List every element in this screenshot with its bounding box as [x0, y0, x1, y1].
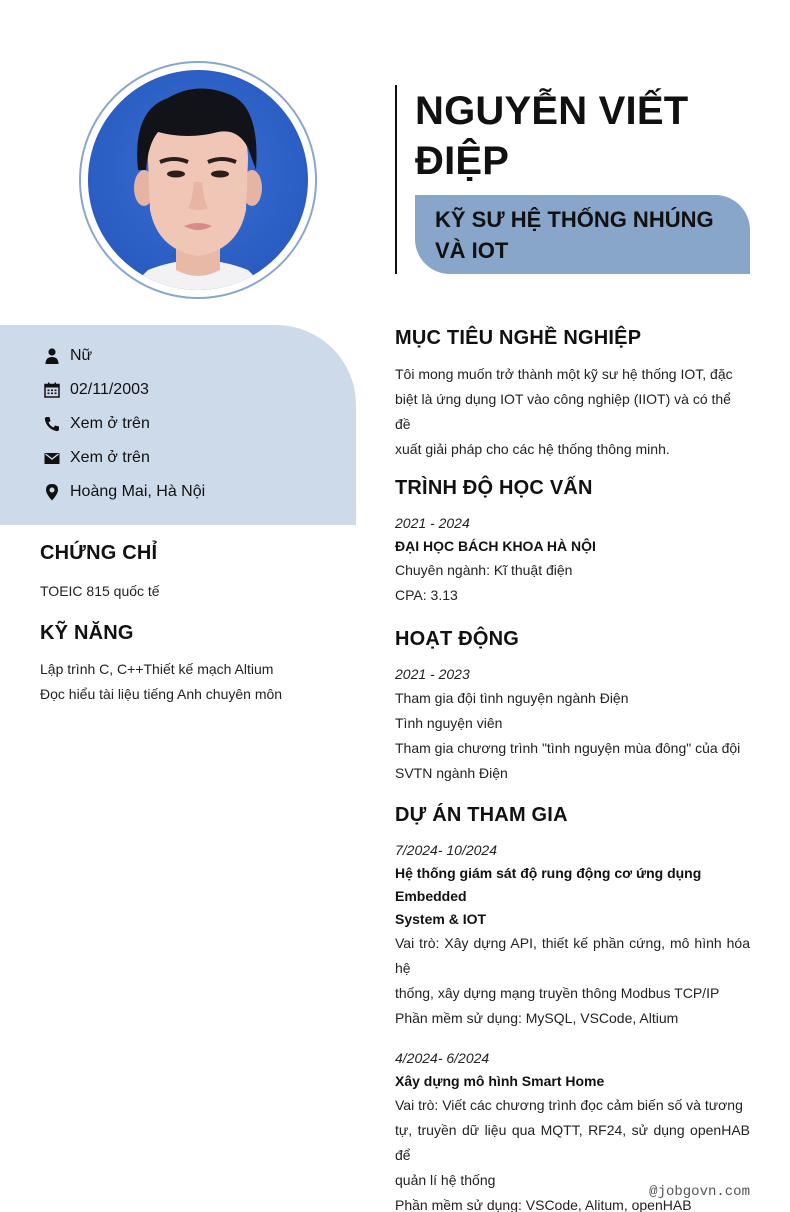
objective-section	[395, 327, 750, 462]
contact-birthdate	[40, 378, 149, 402]
projects-section	[395, 804, 750, 1212]
watermark: @jobgovn.com	[649, 1184, 750, 1200]
education-section	[395, 477, 750, 608]
activity-line: Tham gia chương trình "tình nguyện mùa đông" của đội	[395, 740, 741, 756]
birthdate-text: 02/11/2003	[70, 381, 149, 398]
skill-item: Đọc hiểu tài liệu tiếng Anh chuyên môn	[40, 686, 283, 702]
contact-phone	[40, 412, 150, 436]
activities-heading: HOẠT ĐỘNG	[395, 628, 520, 650]
job-title-line-1: KỸ SƯ HỆ THỐNG NHÚNG	[435, 207, 714, 232]
activities-period: 2021 - 2023	[395, 666, 470, 682]
project-line: Vai trò: Xây dựng API, thiết kế phần cứng, mô hình hóa hệ	[395, 935, 750, 976]
objective-line: biệt là ứng dụng IOT vào công nghiệp (IIOT) và có thể đề	[395, 391, 731, 432]
name-accent-bar	[395, 85, 397, 274]
phone-icon	[40, 414, 64, 434]
location-pin-icon	[40, 482, 64, 502]
project-title: Xây dựng mô hình Smart Home	[395, 1073, 605, 1089]
phone-text: Xem ở trên	[70, 415, 150, 432]
calendar-icon	[40, 380, 64, 400]
contact-gender	[40, 344, 92, 368]
certificates-section	[40, 542, 340, 604]
skills-section	[40, 622, 340, 707]
job-title-badge	[415, 195, 750, 274]
profile-photo	[88, 70, 308, 290]
project-title: System & IOT	[395, 911, 487, 927]
gender-text: Nữ	[70, 347, 93, 364]
education-cpa: CPA: 3.13	[395, 587, 458, 603]
project-line: Vai trò: Viết các chương trình đọc cảm biến số và tương	[395, 1097, 743, 1113]
objective-heading: MỤC TIÊU NGHỀ NGHIỆP	[395, 327, 642, 349]
activity-line: Tình nguyện viên	[395, 715, 503, 731]
project-line: tự, truyền dữ liệu qua MQTT, RF24, sử dụng openHAB để	[395, 1122, 750, 1163]
person-icon	[40, 346, 64, 366]
candidate-name	[415, 86, 755, 186]
name-line-1: NGUYỄN VIẾT	[415, 89, 689, 133]
project-item	[395, 839, 750, 1031]
project-period: 4/2024- 6/2024	[395, 1050, 490, 1066]
contact-address	[40, 480, 205, 504]
objective-line: Tôi mong muốn trở thành một kỹ sư hệ thống IOT, đặc	[395, 366, 733, 382]
contact-email	[40, 446, 150, 470]
project-line: quản lí hệ thống	[395, 1172, 496, 1188]
objective-line: xuất giải pháp cho các hệ thống thông minh.	[395, 441, 670, 457]
mail-icon	[40, 448, 64, 468]
activities-section	[395, 628, 750, 786]
portrait-illustration	[88, 70, 308, 290]
education-major: Chuyên ngành: Kĩ thuật điện	[395, 562, 573, 578]
activity-line: SVTN ngành Điện	[395, 765, 508, 781]
certificate-item: TOEIC 815 quốc tế	[40, 583, 160, 599]
certificates-heading: CHỨNG CHỈ	[40, 542, 158, 564]
email-text: Xem ở trên	[70, 449, 150, 466]
education-heading: TRÌNH ĐỘ HỌC VẤN	[395, 477, 593, 499]
education-school: ĐẠI HỌC BÁCH KHOA HÀ NỘI	[395, 538, 596, 554]
education-period: 2021 - 2024	[395, 515, 470, 531]
projects-heading: DỰ ÁN THAM GIA	[395, 804, 568, 826]
address-text: Hoàng Mai, Hà Nội	[70, 483, 206, 500]
activity-line: Tham gia đội tình nguyện ngành Điện	[395, 690, 629, 706]
skills-heading: KỸ NĂNG	[40, 622, 134, 644]
job-title-line-2: VÀ IOT	[435, 238, 509, 263]
name-line-2: ĐIỆP	[415, 139, 510, 183]
project-period: 7/2024- 10/2024	[395, 842, 497, 858]
project-line: Phần mềm sử dụng: MySQL, VSCode, Altium	[395, 1010, 679, 1026]
project-line: Phần mềm sử dụng: VSCode, Alitum, openHAB	[395, 1197, 692, 1212]
project-title: Hệ thống giám sát độ rung động cơ ứng dụng Embedded	[395, 865, 702, 904]
skill-item: Lập trình C, C++Thiết kế mạch Altium	[40, 661, 274, 677]
project-line: thống, xây dựng mạng truyền thông Modbus TCP/IP	[395, 985, 720, 1001]
